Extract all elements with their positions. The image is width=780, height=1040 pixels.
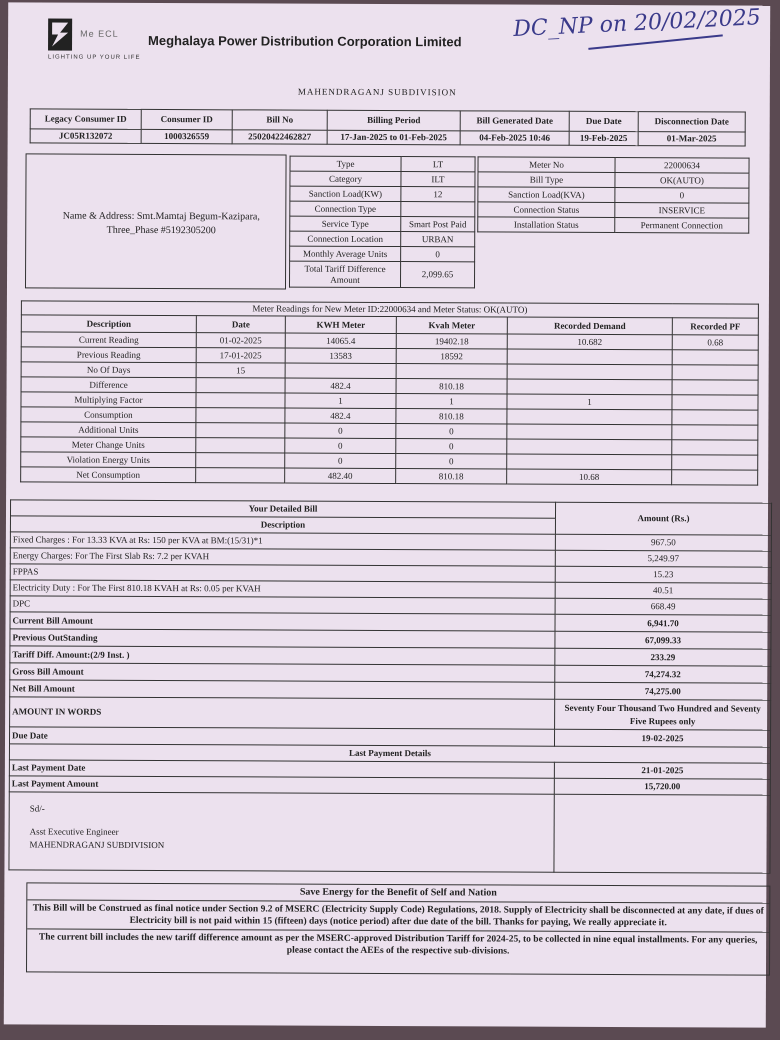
footer-notice-1: This Bill will be Construed as final notice under Section 9.2 of MSERC (Electricity Supply Code) Regulations, 2018. Supply of Electricity shall be disconnected at any date, if dues of Electricity bill is not paid within 15 (fifteen) days (notice period) after due date of the bill. Thanks for paying, We really appreciate it. xyxy=(27,900,769,932)
total-amount: 74,275.00 xyxy=(555,682,771,700)
charge-label: Energy Charges: For The First Slab Rs: 7.2 per KVAH xyxy=(10,548,555,566)
total-amount: 67,099.33 xyxy=(555,631,771,649)
meter-cell: Previous Reading xyxy=(21,347,196,363)
meter-cell: 0 xyxy=(396,424,507,439)
header-bill-no: Bill No xyxy=(232,110,327,130)
footer-notice xyxy=(26,882,770,975)
table-row xyxy=(21,467,758,485)
meter-cell xyxy=(196,438,285,453)
disconnection-date-value: 01-Mar-2025 xyxy=(638,132,745,146)
meter-cell xyxy=(672,440,758,455)
detail-label: Monthly Average Units xyxy=(290,246,401,261)
meter-cell xyxy=(672,425,758,440)
logo-text: Me ECL xyxy=(80,28,119,39)
meter-readings-table xyxy=(20,300,759,485)
meter-cell xyxy=(507,349,672,365)
header-legacy-id: Legacy Consumer ID xyxy=(30,109,141,129)
meter-cell xyxy=(672,455,758,470)
meter-cell: 0 xyxy=(396,439,507,454)
detail-label: Connection Type xyxy=(290,201,401,216)
meter-cell: 1 xyxy=(285,393,396,408)
meter-cell: 0 xyxy=(396,454,507,469)
meter-cell xyxy=(672,410,758,425)
charge-amount: 40.51 xyxy=(555,582,771,599)
bill-no-value: 25020422462827 xyxy=(232,130,327,144)
meter-cell xyxy=(507,424,672,440)
meter-cell: 810.18 xyxy=(396,379,507,394)
detail-value: ILT xyxy=(401,172,475,187)
detail-label: Connection Location xyxy=(290,231,401,246)
last-payment-date-label: Last Payment Date xyxy=(9,760,554,778)
header-disconnection-date: Disconnection Date xyxy=(638,112,745,132)
total-label: Net Bill Amount xyxy=(10,680,555,699)
last-payment-date: 21-01-2025 xyxy=(554,762,770,779)
meter-cell: Consumption xyxy=(21,407,196,423)
detail-value: URBAN xyxy=(401,232,475,247)
meter-cell: Multiplying Factor xyxy=(21,392,196,408)
detail-value: Smart Post Paid xyxy=(401,217,475,232)
due-date-label: Due Date xyxy=(9,727,554,746)
charge-label: Electricity Duty : For The First 810.18 KVAH at Rs: 0.05 per KVAH xyxy=(10,580,555,598)
total-label: Current Bill Amount xyxy=(10,612,555,631)
meter-cell: 18592 xyxy=(396,349,507,364)
meter-title: Meter Readings for New Meter ID:22000634 and Meter Status: OK(AUTO) xyxy=(21,301,758,318)
header-consumer-id: Consumer ID xyxy=(141,109,232,129)
meter-header: Date xyxy=(196,316,285,333)
meter-cell: 14065.4 xyxy=(285,333,396,348)
signature-role: Asst Executive Engineer xyxy=(29,826,119,837)
detail-label: Bill Type xyxy=(478,172,615,188)
tagline: LIGHTING UP YOUR LIFE xyxy=(47,54,141,61)
name-address-box xyxy=(25,153,287,289)
meter-header: KWH Meter xyxy=(285,316,396,333)
detail-label: Type xyxy=(290,156,401,171)
meter-cell: 810.18 xyxy=(396,409,507,424)
detail-value: 0 xyxy=(401,247,475,262)
meter-cell xyxy=(507,379,672,395)
header-bill-generated: Bill Generated Date xyxy=(460,111,569,131)
amount-words-label: AMOUNT IN WORDS xyxy=(10,697,555,729)
meter-header: Description xyxy=(21,315,196,333)
footer-notice-2: The current bill includes the new tariff difference amount as per the MSERC-approved Distribution Tariff for 2024-25, to be collected in nine equal installments. For any queries, please contact the AEEs of the respective sub-divisions. xyxy=(38,932,758,957)
signature-office: MAHENDRAGANJ SUBDIVISION xyxy=(29,839,165,851)
footer-slogan: Save Energy for the Benefit of Self and Nation xyxy=(27,883,769,903)
consumer-id-value: 1000326559 xyxy=(141,129,232,143)
detailed-bill-table xyxy=(8,499,772,873)
meter-cell: Violation Energy Units xyxy=(21,452,196,468)
total-amount: 74,274.32 xyxy=(555,665,771,683)
detail-value: OK(AUTO) xyxy=(615,172,749,188)
signature-block xyxy=(9,792,554,872)
meter-cell xyxy=(672,395,758,410)
meter-cell: Additional Units xyxy=(21,422,196,438)
amount-header: Amount (Rs.) xyxy=(555,502,771,535)
total-amount: 233.29 xyxy=(555,648,771,666)
total-label: Previous OutStanding xyxy=(10,629,555,648)
meter-cell xyxy=(196,408,285,423)
meter-header: Recorded PF xyxy=(672,318,758,335)
detail-label: Service Type xyxy=(290,216,401,231)
meter-cell xyxy=(507,409,672,425)
total-label: Tariff Diff. Amount:(2/9 Inst. ) xyxy=(10,646,555,665)
meter-cell: 810.18 xyxy=(396,469,507,484)
meter-cell: Net Consumption xyxy=(21,467,196,483)
detail-value: 12 xyxy=(401,187,475,202)
total-label: Gross Bill Amount xyxy=(10,663,555,682)
header-due-date: Due Date xyxy=(569,111,638,131)
total-amount: 6,941.70 xyxy=(555,614,771,632)
meter-cell: No Of Days xyxy=(21,362,196,378)
charge-label: FPPAS xyxy=(10,564,555,582)
meter-cell xyxy=(196,423,285,438)
meter-cell xyxy=(672,350,758,365)
charge-amount: 668.49 xyxy=(555,598,771,615)
meter-cell xyxy=(196,468,285,483)
detail-label: Sanction Load(KW) xyxy=(290,186,401,201)
meter-cell xyxy=(672,365,758,380)
signature-blank xyxy=(554,794,770,873)
detail-value: LT xyxy=(401,157,475,172)
detail-label: Sanction Load(KVA) xyxy=(478,187,615,203)
detail-value: 0 xyxy=(615,187,749,203)
meter-cell: 0 xyxy=(285,423,396,438)
legacy-id-value: JC05R132072 xyxy=(30,129,141,143)
subdivision-title: MAHENDRAGANJ SUBDIVISION xyxy=(297,86,457,98)
meter-cell xyxy=(196,453,285,468)
bill-generated-value: 04-Feb-2025 10:46 xyxy=(460,131,569,145)
meter-cell: 0.68 xyxy=(672,335,758,350)
meter-cell xyxy=(672,380,758,395)
detail-value: INSERVICE xyxy=(615,202,749,218)
meter-header: Recorded Demand xyxy=(507,317,672,335)
last-payment-title: Last Payment Details xyxy=(9,744,770,763)
bill-paper xyxy=(4,2,770,1027)
detail-label: Installation Status xyxy=(478,217,615,233)
charge-amount: 5,249.97 xyxy=(555,550,771,567)
signature-sd: Sd/- xyxy=(29,803,45,814)
consumer-table xyxy=(30,108,746,146)
meter-cell xyxy=(672,470,758,485)
meter-cell: 15 xyxy=(196,363,285,378)
meter-cell xyxy=(507,439,672,455)
meter-cell: 13583 xyxy=(285,348,396,363)
meter-cell: 482.4 xyxy=(285,378,396,393)
meter-cell xyxy=(507,454,672,470)
due-date-value: 19-Feb-2025 xyxy=(569,131,638,145)
meter-cell: 19402.18 xyxy=(396,334,507,349)
meter-cell: Current Reading xyxy=(21,332,196,348)
detail-value: 2,099.65 xyxy=(400,262,474,288)
detail-label: Meter No xyxy=(478,157,615,173)
meter-cell: 10.682 xyxy=(507,334,672,350)
charge-label: Fixed Charges : For 13.33 KVA at Rs: 150 per KVA at BM:(15/31)*1 xyxy=(10,532,555,550)
charge-label: DPC xyxy=(10,596,555,614)
meter-cell: 1 xyxy=(507,394,672,410)
due-date-bottom: 19-02-2025 xyxy=(554,729,770,747)
meter-cell xyxy=(196,378,285,393)
meter-cell: 01-02-2025 xyxy=(196,333,285,348)
detail-label: Category xyxy=(290,171,401,186)
meter-cell: 10.68 xyxy=(507,469,672,485)
meter-cell: 482.40 xyxy=(285,468,396,483)
meter-cell xyxy=(507,364,672,380)
company-name: Meghalaya Power Distribution Corporation Limited xyxy=(148,32,462,50)
meter-cell: 482.4 xyxy=(285,408,396,423)
meter-header: Kvah Meter xyxy=(396,317,507,334)
handwritten-note: DC_NP on 20/02/2025 xyxy=(512,5,762,43)
charge-amount: 967.50 xyxy=(555,534,771,551)
bill-title: Your Detailed Bill xyxy=(10,500,555,518)
billing-period-value: 17-Jan-2025 to 01-Feb-2025 xyxy=(327,130,460,145)
company-logo-icon xyxy=(48,19,72,51)
charge-amount: 15.23 xyxy=(555,566,771,583)
meter-cell: Difference xyxy=(21,377,196,393)
detail-label: Total Tariff Difference Amount xyxy=(289,261,400,287)
meter-cell: 1 xyxy=(396,394,507,409)
details-right-table xyxy=(477,156,749,233)
detail-value: Permanent Connection xyxy=(615,217,749,233)
last-payment-amount-label: Last Payment Amount xyxy=(9,776,554,794)
last-payment-amount: 15,720.00 xyxy=(554,778,770,795)
name-address: Name & Address: Smt.Mamtaj Begum-Kazipara, Three_Phase #5192305200 xyxy=(62,210,260,237)
meter-cell: 17-01-2025 xyxy=(196,348,285,363)
detail-value xyxy=(401,202,475,217)
meter-cell: 0 xyxy=(285,453,396,468)
header-billing-period: Billing Period xyxy=(327,110,460,131)
description-header: Description xyxy=(10,516,555,534)
amount-words-value: Seventy Four Thousand Two Hundred and Seventy Five Rupees only xyxy=(555,699,771,730)
meter-cell: Meter Change Units xyxy=(21,437,196,453)
detail-value: 22000634 xyxy=(615,157,749,173)
meter-cell: 0 xyxy=(285,438,396,453)
details-left-table xyxy=(289,156,476,289)
meter-cell xyxy=(196,393,285,408)
detail-label: Connection Status xyxy=(478,202,615,218)
meter-cell xyxy=(396,364,507,379)
meter-cell xyxy=(285,363,396,378)
